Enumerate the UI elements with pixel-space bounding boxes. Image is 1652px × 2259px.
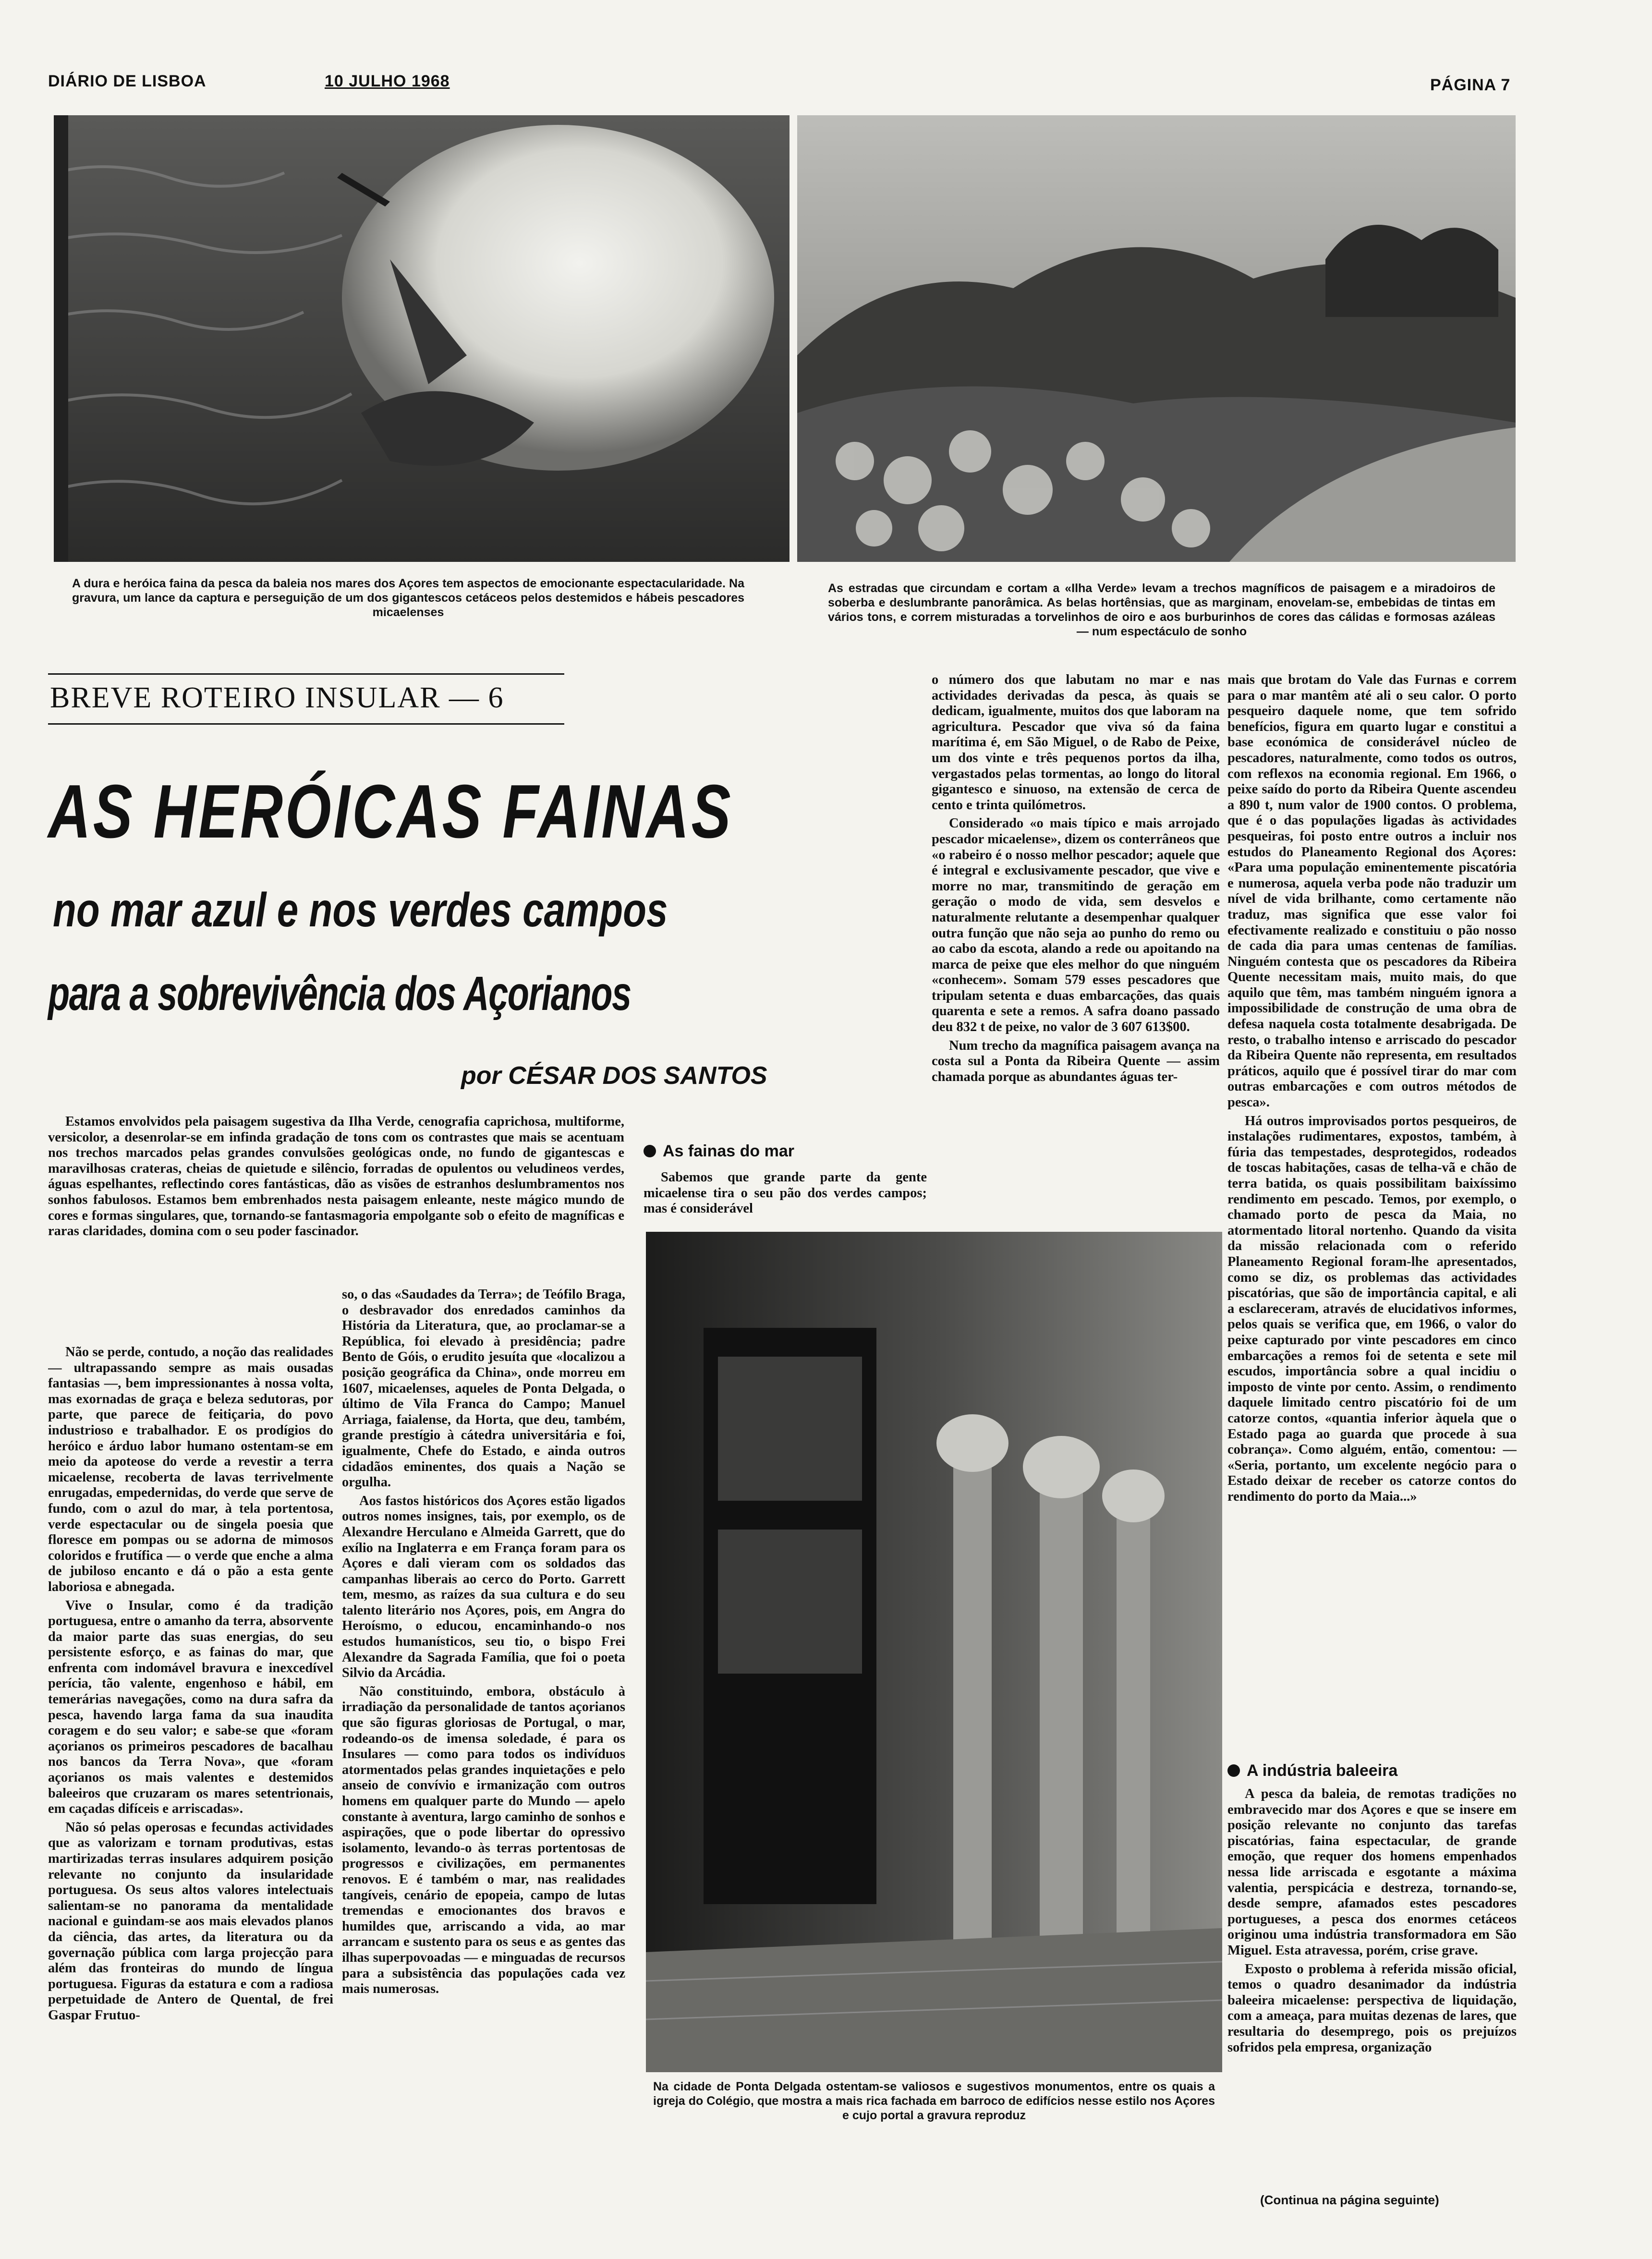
col1-p1: Não se perde, contudo, a noção das realidades — ultrapassando sempre as mais ousadas fantasias —, bem impressionantes à nossa volta, mas exornadas de graça e beleza sedutoras, por parte, que parece de feitiçaria, do povo industrioso e trabalhador. E os prodígios do heróico e árduo labor humano ostentam-se em meio da apoteose do verde a revestir a terra micaelense, recoberta de lavas terrivelmente enrugadas, empedernidas, do verde que serve de fundo, com o azul do mar, à tela portentosa, verde espectacular ou de singela poesia que floresce em pompas ou se adorna de mimosos coloridos e frutífica — o verde que enche a alma de jubiloso encanto e dá o pão a esta gente laboriosa e abnegada. <box>48 1345 333 1594</box>
continued-note: (Continua na página seguinte) <box>1260 2193 1439 2207</box>
issue-date: 10 JULHO 1968 <box>325 72 450 90</box>
section-heading-baleeira: A indústria baleeira <box>1227 1761 1397 1780</box>
column-4b <box>1227 1786 1517 2190</box>
bullet-icon <box>644 1145 656 1157</box>
column-3 <box>932 672 1220 1220</box>
col2-p2: Aos fastos históricos dos Açores estão ligados outros nomes insignes, tais, por exemplo, os de Alexandre Herculano e Almeida Garrett, que do exílio na Inglaterra e em França foram para os Açores e dali vieram com os soldados das campanhas liberais ao cerco do Porto. Garrett tem, mesmo, as raízes da sua cultura e do seu talento literário nos Açores, pois, em Angra do Heroísmo, o educou, encaminhando-o nos estudos humanísticos, seu tio, o bispo Frei Alexandre da Sagrada Família, que foi o poeta Silvio da Arcádia. <box>342 1493 625 1681</box>
newspaper-name: DIÁRIO DE LISBOA <box>48 72 206 90</box>
col4b-p2: Exposto o problema à referida missão oficial, temos o quadro desanimador da indústria baleeira micaelense: perspectiva de liquidação, com a ameaça, para muitas dezenas de lares, que resultaria do desemprego, pois os prejuízos sofridos pela empresa, organização <box>1227 1961 1517 2055</box>
bullet-icon <box>1227 1764 1240 1777</box>
subheadline-2: para a sobrevivência dos Açorianos <box>48 967 631 1020</box>
col1-p2: Vive o Insular, como é da tradição portuguesa, entre o amanho da terra, absorvente da maior parte das suas energias, do seu persistente esforço, e as fainas do mar, que enfrenta com indomável bravura e inexcedível perícia, tão valente, engenhoso e hábil, em temerárias navegações, como na dura safra da pesca, havendo larga fama da sua inaudita coragem e do seu valor; e sabe-se que «foram açorianos os primeiros pescadores de bacalhau nos bancos da Terra Nova», que «foram açorianos os mais valentes e destemidos baleeiros que cruzaram os mares setentrionais, em caçadas difíceis e arriscadas». <box>48 1598 333 1817</box>
section-heading-fainas: As fainas do mar <box>644 1142 794 1161</box>
col1-p3: Não só pelas operosas e fecundas actividades que as valorizam e tornam produtivas, estas martirizadas terras insulares adquirem posição relevante no conjunto da insularidade portuguesa. Os seus altos valores intelectuais salientam-se no panorama da mentalidade nacional e guindam-se aos mais elevados planos da ciência, das artes, da literatura ou da governação pública com larga projecção para além das fronteiras do mundo de língua portuguesa. Figuras da estatura e com a radiosa perpetuidade de Antero de Quental, de frei Gaspar Frutuo- <box>48 1820 333 2023</box>
fainas-intro <box>644 1170 927 1232</box>
column-2 <box>342 1287 625 2219</box>
subheadline-1: no mar azul e nos verdes campos <box>53 883 668 937</box>
fainas-intro-text: Sabemos que grande parte da gente micaelense tira o seu pão dos verdes campos; mas é considerável <box>644 1170 927 1216</box>
column-4 <box>1227 672 1517 1757</box>
series-title: BREVE ROTEIRO INSULAR — 6 <box>50 681 504 714</box>
col4b-p1: A pesca da baleia, de remotas tradições no embravecido mar dos Açores e que se insere em posição relevante no conjunto das tarefas piscatórias, faina espectacular, de grande emoção, que requer dos homens empenhados nessa lide arriscada e esgotante a máxima valentia, perspicácia e destreza, tornando-se, desde sempre, afamados estes pescadores portugueses, a pesca dos enormes cetáceos originou uma indústria transformadora em São Miguel. Esta atravessa, porém, crise grave. <box>1227 1786 1517 1958</box>
col4-p2: Há outros improvisados portos pesqueiros, de instalações rudimentares, expostos, também, à fúria das tempestades, desprotegidos, rodeados de toscas habitações, casas de telha-vã e chão de terra batida, os quais possibilitam baixíssimo rendimento em pescado. Temos, por exemplo, o chamado porto de pesca da Maia, no atormentado litoral nortenho. Quando da visita da missão relacionada com o referido Planeamento Regional foram-lhe apresentados, como se diz, os problemas das actividades piscatórias, que são de importância capital, e ali a esclareceram, através de elucidativos informes, pelos quais se verifica que, em 1966, o valor do peixe capturado por vinte pescadores em cinco embarcações a remos foi de setenta e sete mil escudos, importância sobre a qual incidiu o imposto de vinte por cento. Assim, o rendimento daquele limitado centro piscatório foi de um catorze contos, «quantia inferior àquela que o Estado paga ao guarda que procede à sua cobrança». Como alguém, então, comentou: — «Seria, portanto, um excelente negócio para o Estado deixar de receber os catorze contos do rendimento do porto da Maia...» <box>1227 1113 1517 1504</box>
col3-p3: Num trecho da magnífica paisagem avança na costa sul a Ponta da Ribeira Quente — assim chamada porque as abundantes águas ter- <box>932 1038 1220 1084</box>
roads-photo <box>797 115 1516 562</box>
column-1 <box>48 1345 333 2219</box>
col3-p2: Considerado «o mais típico e mais arrojado pescador micaelense», dizem os conterrâneos que «o rabeiro é o nosso melhor pescador; aquele que é integral e exclusivamente pescador, que vive e morre no mar, transmitindo de geração em geração o modo de vida, sem desvelos e naturalmente relutante a desempenhar qualquer outra função que não seja ao punho do remo ou ao cabo da escota, alando a rede ou apoitando na marca de peixe que eles melhor do que ninguém «conhecem». Somam 579 esses pescadores que tripulam setenta e duas embarcações, das quais quarenta e sete a remos. A safra doano passado deu 832 t de peixe, no valor de 3 607 613$00. <box>932 816 1220 1035</box>
church-photo <box>646 1232 1222 2072</box>
col2-p1: so, o das «Saudades da Terra»; de Teófilo Braga, o desbravador dos enredados caminhos da História da Literatura, que, ao proclamar-se a República, foi elevado à presidência; padre Bento de Góis, o erudito jesuíta que «localizou a posição geográfica da China», onde morreu em 1607, micaelenses, aqueles de Ponta Delgada, o último de Vila Franca do Campo; Manuel Arriaga, faialense, da Horta, que deu, também, grande prestígio à cátedra universitária e foi, igualmente, Chefe do Estado, e ainda outros cidadãos eminentes, dos quais a Nação se orgulha. <box>342 1287 625 1490</box>
col3-p1: o número dos que labutam no mar e nas actividades derivadas da pesca, às quais se dedicam, igualmente, muitos dos que laboram na agricultura. Pescador que viva só da faina marítima é, em São Miguel, o de Rabo de Peixe, um dos vinte e três pequenos portos da ilha, vergastados pelas tormentas, ao longo do litoral gigantesco e sinuoso, na extensão de cerca de cento e trinta quilómetros. <box>932 672 1220 813</box>
series-rule-bottom <box>48 723 564 725</box>
series-rule-top <box>48 673 564 675</box>
page-number: PÁGINA 7 <box>1430 76 1511 94</box>
byline: por CÉSAR DOS SANTOS <box>461 1062 767 1090</box>
roads-caption: As estradas que circundam e cortam a «Ilha Verde» levam a trechos magníficos de paisagem e a miradoiros de soberba e deslumbrante panorâmica. As belas hortênsias, que as marginam, enovelam-se, embebidas de tintas em vários tons, e correm misturadas a torvelinhos de oiro e aos burburinhos de cores das cálidas e formosas azáleas — num espectáculo de sonho <box>828 582 1495 638</box>
headline: AS HERÓICAS FAINAS <box>48 769 733 854</box>
whaling-caption: A dura e heróica faina da pesca da baleia nos mares dos Açores tem aspectos de emocionante espectacularidade. Na gravura, um lance da captura e perseguição de um dos gigantescos cetáceos pelos destemidos e hábeis pescadores micaelenses <box>72 577 744 619</box>
lead-text: Estamos envolvidos pela paisagem sugestiva da Ilha Verde, cenografia caprichosa, multiforme, versicolor, a desenrolar-se em infinda gradação de tons com os contrastes que mais se acentuam nos trechos marcados pelas grandes convulsões geológicas onde, no fundo de gigantescas e maravilhosas crateras, cheias de quietude e silêncio, forradas de opulentos ou veludineos verdes, águas espelhantes, reflectindo cores fantásticas, dão as visões de estranhos deslumbramentos nos sonhos fabulosos. Estamos bem embrenhados nesta paisagem enleante, neste mágico mundo de cores e formas singulares, que, tornando-se fantasmagoria empolgante sob o efeito de magníficas e raras claridades, domina com o seu poder fascinador. <box>48 1114 624 1239</box>
col4-p1: mais que brotam do Vale das Furnas e correm para o mar mantêm até ali o seu calor. O porto pesqueiro daquele nome, que tem sofrido benefícios, figura em quarto lugar e constitui a base económica de considerável núcleo de pescadores, naturalmente, como todos os outros, com reflexos na economia regional. Em 1966, o peixe saído do porto da Ribeira Quente ascendeu a 890 t, num valor de 1900 contos. O problema, que é o das populações ligadas às actividades pesqueiras, foi posto entre outros a incluir nos estudos do Planeamento Regional dos Açores: «Para uma população eminentemente piscatória e numerosa, aquela verba pode não traduzir um nível de vida brilhante, como certamente não traduz, mas significa que esse valor foi efectivamente realizado e constituiu o pão nosso de cada dia para umas centenas de famílias. Ninguém contesta que os pescadores da Ribeira Quente necessitam mais, muito mais, do que aquilo que têm, mas também ninguém ignora a impossibilidade de construção de uma obra de defesa naquela costa totalmente desabrigada. De resto, o trabalho intenso e arriscado do pescador da Ribeira Quente não representa, em resultados práticos, aquilo que é possível tirar do mar com outras embarcações e com outros métodos de pesca». <box>1227 672 1517 1110</box>
whaling-photo <box>54 115 790 562</box>
col2-p3: Não constituindo, embora, obstáculo à irradiação da personalidade de tantos açorianos que são figuras gloriosas de Portugal, o mar, rodeando-os de imensa soledade, é para os Insulares — como para todos os indivíduos atormentados pelas grandes inquietações e pelo anseio de convívio e irmanização com outros homens em qualquer parte do Mundo — apelo constante à aventura, largo caminho de sonhos e aspirações, que o pode libertar do opressivo isolamento, levando-o às terras portentosas de progressos e civilizações, em permanentes renovos. E é também o mar, nas realidades tangíveis, cenário de epopeia, campo de lutas tremendas e emocionantes dos bravos e humildes que, arriscando a vida, ao mar arrancam e sustento para os seus e as gentes das ilhas superpovoadas — e minguadas de recursos para a subsistência das populações cada vez mais numerosas. <box>342 1684 625 1997</box>
church-caption: Na cidade de Ponta Delgada ostentam-se valiosos e sugestivos monumentos, entre os quais a igreja do Colégio, que mostra a mais rica fachada em barroco de edifícios nesse estilo nos Açores e cujo portal a gravura reproduz <box>653 2080 1215 2122</box>
lead-paragraph <box>48 1114 624 1242</box>
